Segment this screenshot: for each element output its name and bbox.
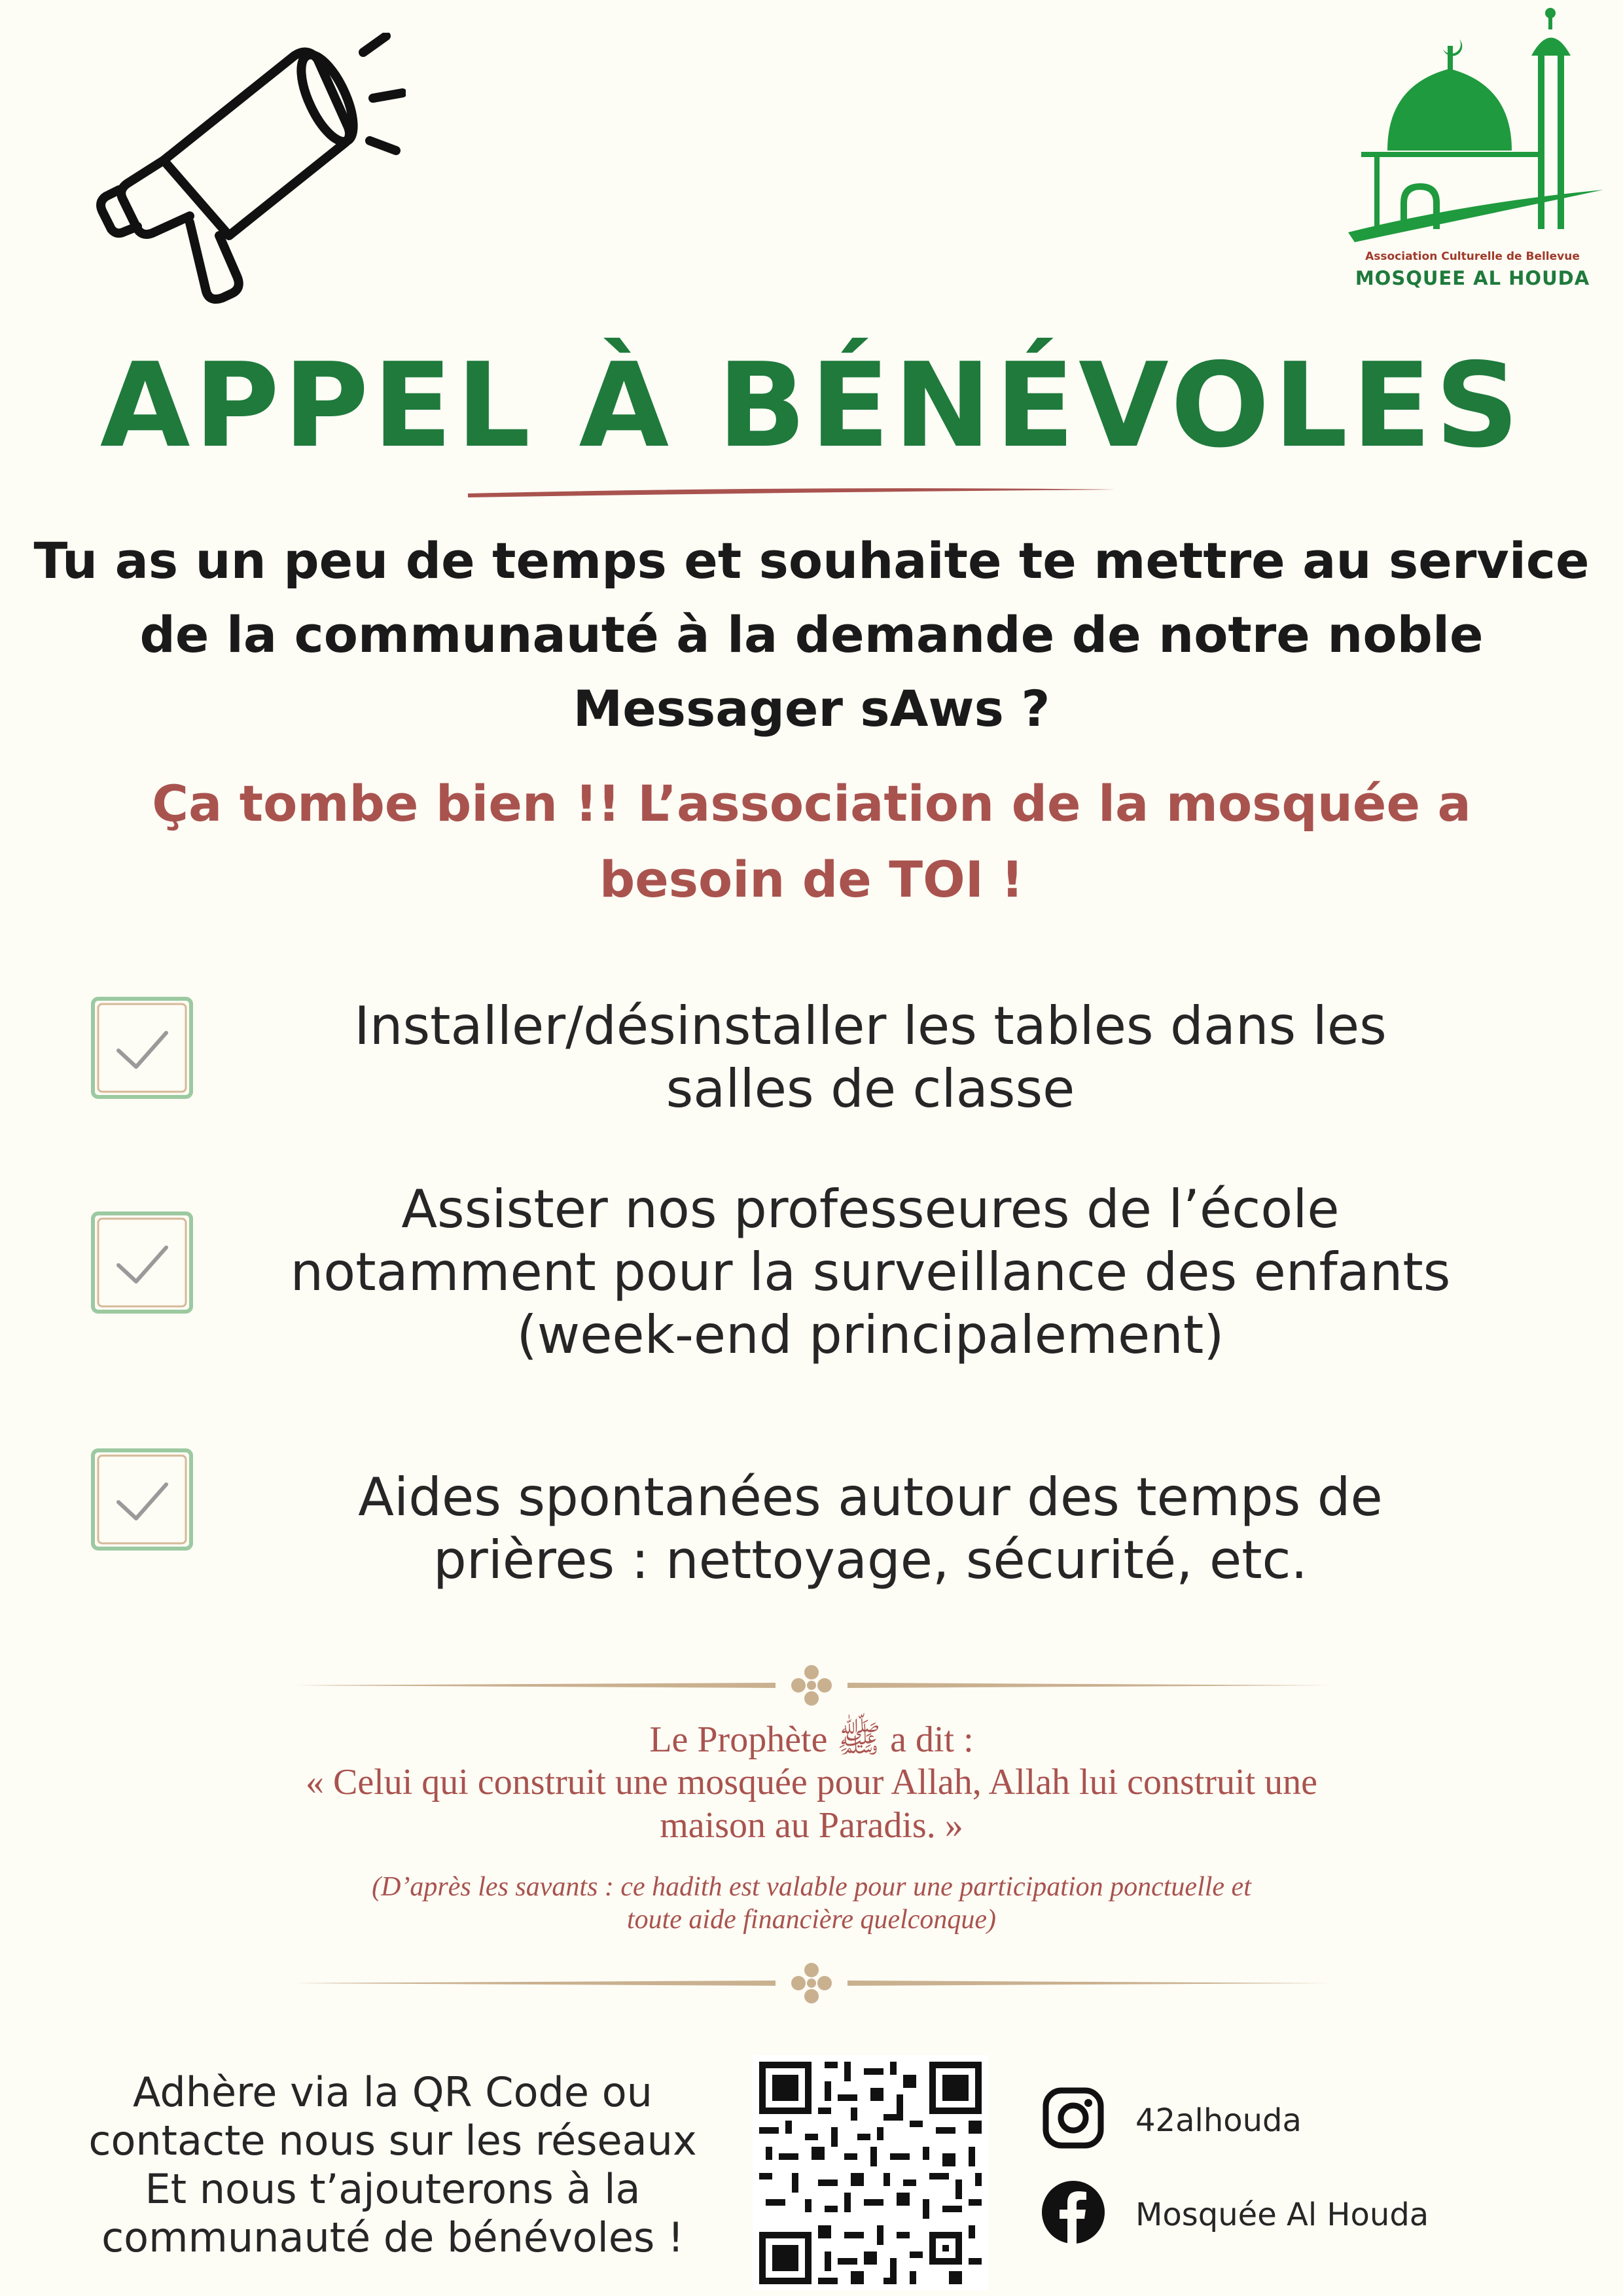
task-line: salles de classe bbox=[666, 1058, 1075, 1119]
checkbox-icon bbox=[89, 1446, 195, 1552]
megaphone-icon bbox=[65, 33, 406, 308]
task-line: prières : nettoyage, sécurité, etc. bbox=[433, 1530, 1308, 1590]
join-line: contacte nous sur les réseaux bbox=[88, 2117, 697, 2164]
task-item bbox=[216, 995, 1525, 1121]
callout-line: Ça tombe bien !! L’association de la mosquée a bbox=[152, 774, 1471, 833]
ornament-divider bbox=[294, 1957, 1329, 2009]
intro-line: Tu as un peu de temps et souhaite te mettre au service bbox=[33, 531, 1590, 590]
qr-code[interactable] bbox=[753, 2055, 988, 2291]
mosque-logo bbox=[1335, 7, 1610, 295]
hadith-quote bbox=[157, 1761, 1466, 1847]
task-item bbox=[216, 1178, 1525, 1367]
hadith-line: « Celui qui construit une mosquée pour Allah, Allah lui construit une bbox=[305, 1762, 1317, 1803]
facebook-page-name[interactable]: Mosquée Al Houda bbox=[1135, 2197, 1429, 2233]
intro-line: de la communauté à la demande de notre noble bbox=[139, 605, 1484, 664]
hadith-intro: Le Prophète ﷺ a dit : bbox=[649, 1719, 974, 1760]
task-line: notamment pour la surveillance des enfants bbox=[290, 1242, 1451, 1302]
facebook-icon[interactable] bbox=[1041, 2179, 1106, 2245]
instagram-handle[interactable]: 42alhouda bbox=[1135, 2102, 1302, 2139]
title-underline bbox=[465, 484, 1119, 499]
task-line: Aides spontanées autour des temps de bbox=[358, 1467, 1383, 1528]
join-line: Adhère via la QR Code ou bbox=[133, 2068, 652, 2116]
checkbox-icon bbox=[89, 995, 195, 1101]
hadith-note-line: toute aide financière quelconque) bbox=[626, 1905, 997, 1935]
callout-message bbox=[79, 766, 1544, 918]
logo-mosque-name: MOSQUEE AL HOUDA bbox=[1355, 267, 1590, 289]
instagram-icon[interactable] bbox=[1041, 2085, 1106, 2151]
hadith-note-line: (D’après les savants : ce hadith est valable pour une participation ponctuelle et bbox=[372, 1872, 1251, 1902]
task-item bbox=[216, 1466, 1525, 1592]
join-instructions bbox=[39, 2068, 746, 2262]
join-line: communauté de bénévoles ! bbox=[101, 2214, 684, 2261]
mosque-logo-icon bbox=[1335, 7, 1610, 249]
task-line: Installer/désinstaller les tables dans les bbox=[354, 996, 1387, 1056]
checkbox-icon bbox=[89, 1210, 195, 1316]
task-line: (week-end principalement) bbox=[516, 1304, 1224, 1365]
intro-line: Messager sAws ? bbox=[573, 679, 1050, 738]
callout-line: besoin de TOI ! bbox=[599, 850, 1024, 908]
join-line: Et nous t’ajouterons à la bbox=[145, 2165, 641, 2213]
hadith-note bbox=[223, 1871, 1400, 1936]
hadith-line: maison au Paradis. » bbox=[660, 1805, 963, 1846]
ornament-divider bbox=[294, 1659, 1329, 1712]
task-line: Assister nos professeures de l’école bbox=[401, 1179, 1340, 1240]
page-title: APPEL À BÉNÉVOLES bbox=[99, 338, 1524, 473]
logo-association-text: Association Culturelle de Bellevue bbox=[1365, 250, 1580, 263]
intro-question bbox=[26, 524, 1597, 745]
